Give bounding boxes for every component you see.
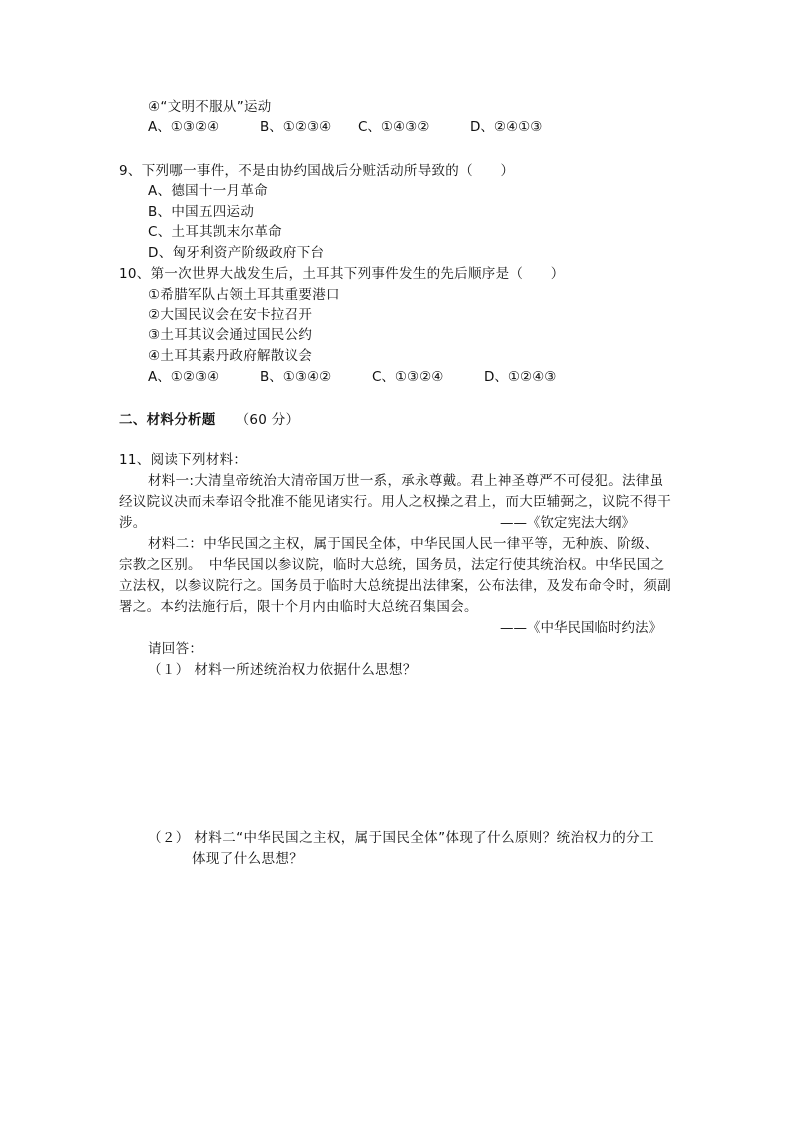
q8-option-d: D、②④①③ [470,119,543,135]
sub-question-2: （２） 材料二“中华民国之主权，属于国民全体”体现了什么原则？统治权力的分工 [148,830,654,846]
q9-option-d: D、匈牙利资产阶级政府下台 [148,245,325,261]
q8-item-4: ④“文明不服从”运动 [148,99,272,115]
q10-item-2: ②大国民议会在安卡拉召开 [148,307,313,323]
q9-option-a: A、德国十一月革命 [148,183,268,199]
material-2-line: 材料二：中华民国之主权，属于国民全体，中华民国人民一律平等，无种族、阶级、 [148,536,659,552]
material-2-line: 立法权，以参议院行之。国务员于临时大总统提出法律案，公布法律，及发布命令时，须副 [119,578,671,594]
section-heading [119,411,299,429]
q8-option-a: A、①③②④ [148,119,220,135]
sub-question-2-cont: 体现了什么思想？ [192,851,304,867]
material-2-line: 宗教之区别。 中华民国以参议院，临时大总统，国务员，法定行使其统治权。中华民国之 [119,557,665,573]
q10-item-3: ③土耳其议会通过国民公约 [148,327,313,343]
q10-stem: 10、第一次世界大战发生后，土耳其下列事件发生的先后顺序是（ ） [119,266,565,282]
q10-option-b: B、①③④② [260,369,332,385]
material-2-line: 署之。本约法施行后，限十个月内由临时大总统召集国会。 [119,599,478,615]
material-1-source: ——《钦定宪法大纲》 [500,515,635,531]
material-1-line: 材料一:大清皇帝统治大清帝国万世一系，承永尊戴。君上神圣尊严不可侵犯。法律虽 [148,473,664,489]
section-title: 二、材料分析题 [119,412,216,428]
q9-stem: 9、下列哪一事件，不是由协约国战后分赃活动所导致的（ ） [119,163,515,179]
q9-option-c: C、土耳其凯末尔革命 [148,224,282,240]
q10-option-d: D、①②④③ [484,369,557,385]
q8-option-b: B、①②③④ [260,119,332,135]
q10-option-a: A、①②③④ [148,369,220,385]
q9-option-b: B、中国五四运动 [148,204,255,220]
sub-question-1: （１） 材料一所述统治权力依据什么思想？ [148,662,417,678]
q8-option-c: C、①④③② [358,119,430,135]
material-1-line: 经议院议决而未奉诏令批准不能见诸实行。用人之权操之君上，而大臣辅弼之，议院不得干 [119,494,671,510]
q10-item-4: ④土耳其素丹政府解散议会 [148,348,313,364]
q10-option-c: C、①③②④ [372,369,444,385]
section-score: （60 分） [235,412,300,428]
q10-item-1: ①希腊军队占领土耳其重要港口 [148,287,340,303]
answer-prompt: 请回答： [148,641,204,657]
material-1-line: 涉。 [119,515,147,531]
q11-stem: 11、阅读下列材料： [119,452,248,468]
material-2-source: ——《中华民国临时约法》 [500,620,662,636]
